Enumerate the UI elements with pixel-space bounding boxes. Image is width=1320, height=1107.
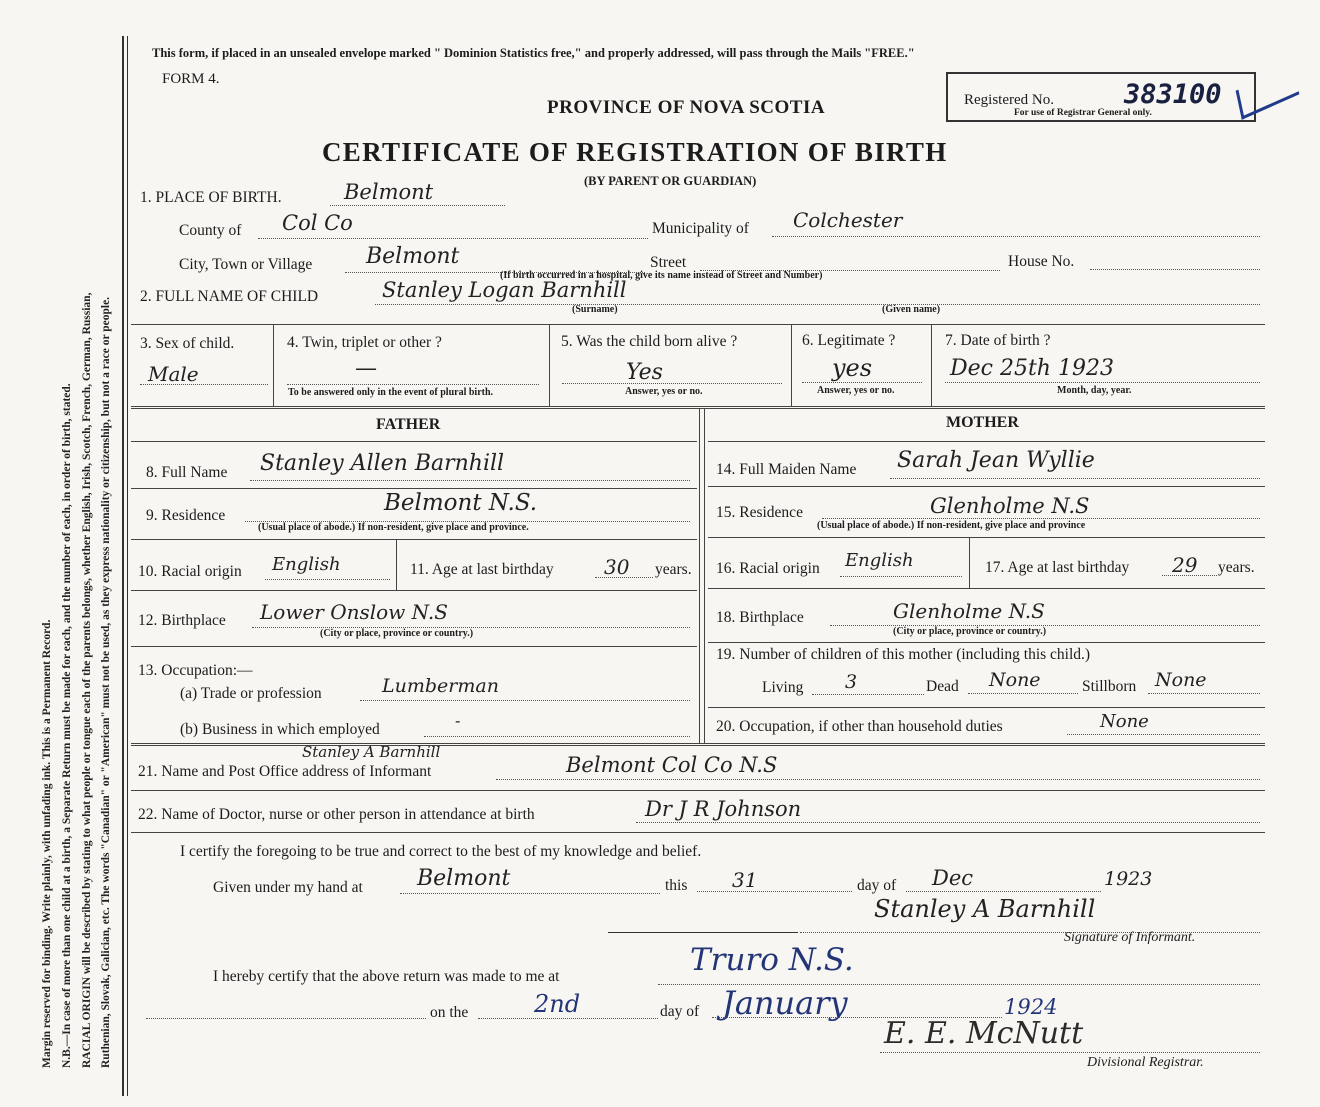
year-value: 1923 xyxy=(1104,868,1153,890)
mother-dead-line xyxy=(968,693,1078,694)
municipality-line xyxy=(772,236,1260,237)
informant-signature: Stanley A Barnhill xyxy=(874,895,1096,923)
sex-line xyxy=(140,384,268,385)
province-heading: PROVINCE OF NOVA SCOTIA xyxy=(547,97,826,118)
mother-dead-label: Dead xyxy=(926,678,959,695)
registered-box xyxy=(946,72,1256,122)
mother-children-label: 19. Number of children of this mother (including this child.) xyxy=(716,646,1091,663)
signature-label: Signature of Informant. xyxy=(1064,930,1196,945)
mother-living-line xyxy=(812,694,924,695)
father-business-label: (b) Business in which employed xyxy=(180,721,380,738)
rule xyxy=(931,324,932,406)
mother-occupation-line xyxy=(1067,734,1260,735)
twin-value: — xyxy=(355,356,377,381)
child-name-value: Stanley Logan Barnhill xyxy=(382,278,627,302)
house-label: House No. xyxy=(1008,253,1075,270)
father-trade-value: Lumberman xyxy=(382,675,499,697)
twin-label: 4. Twin, triplet or other ? xyxy=(287,334,442,351)
rule xyxy=(699,408,700,743)
rule xyxy=(708,588,1265,589)
rule xyxy=(549,324,550,406)
postal-notice: This form, if placed in an unsealed envelope marked " Dominion Statistics free," and properly addressed, will pass through the Mails "FREE." xyxy=(152,46,915,60)
mother-racial-label: 16. Racial origin xyxy=(716,560,820,577)
father-business-value: - xyxy=(455,711,461,730)
rule xyxy=(131,488,697,489)
rule xyxy=(708,707,1265,708)
mother-age-label: 17. Age at last birthday xyxy=(985,559,1130,576)
reg-month-value: January xyxy=(722,984,848,1022)
city-label: City, Town or Village xyxy=(179,256,313,273)
mother-birthplace-note: (City or place, province or country.) xyxy=(893,626,1047,637)
father-name-line xyxy=(250,480,690,481)
on-the-left-line xyxy=(146,1018,426,1019)
rule xyxy=(131,324,1265,325)
informant-name-value: Stanley A Barnhill xyxy=(302,743,441,761)
legit-label: 6. Legitimate ? xyxy=(802,332,896,349)
margin-note-nb: N.B.—In case of more than one child at a birth, a Separate Return must be made for each, and the number of each, in order of birth, stated. xyxy=(61,383,73,1068)
doctor-line xyxy=(636,822,1260,823)
county-label: County of xyxy=(179,222,242,239)
place-of-birth-label: 1. PLACE OF BIRTH. xyxy=(140,189,282,206)
father-name-label: 8. Full Name xyxy=(146,464,228,481)
alive-value: Yes xyxy=(626,360,663,385)
mother-birthplace-label: 18. Birthplace xyxy=(716,609,804,626)
father-age-value: 30 xyxy=(604,555,630,579)
certificate-title: CERTIFICATE OF REGISTRATION OF BIRTH xyxy=(322,137,948,167)
place-of-birth-value: Belmont xyxy=(344,180,434,204)
father-occupation-label: 13. Occupation:— xyxy=(138,662,253,679)
mother-name-value: Sarah Jean Wyllie xyxy=(897,448,1095,473)
rule xyxy=(969,537,970,588)
father-name-value: Stanley Allen Barnhill xyxy=(260,451,505,476)
father-birthplace-label: 12. Birthplace xyxy=(138,612,226,629)
given-note: (Given name) xyxy=(882,304,941,315)
margin-rule xyxy=(127,36,128,1096)
rule xyxy=(131,408,1265,409)
mother-age-line xyxy=(1162,575,1217,576)
rule xyxy=(273,324,274,406)
mother-racial-line xyxy=(840,576,962,577)
father-business-line xyxy=(424,736,690,737)
month-line xyxy=(906,891,1101,892)
mother-stillborn-label: Stillborn xyxy=(1082,678,1137,695)
rule xyxy=(791,324,792,406)
municipality-label: Municipality of xyxy=(652,220,749,237)
county-value: Col Co xyxy=(282,211,353,235)
father-heading: FATHER xyxy=(376,416,441,433)
rule xyxy=(396,539,397,590)
alive-line xyxy=(562,383,782,384)
father-residence-value: Belmont N.S. xyxy=(384,490,538,516)
legit-note: Answer, yes or no. xyxy=(817,385,895,396)
reg-day-of-label: day of xyxy=(660,1003,700,1020)
rule xyxy=(131,646,697,647)
dob-note: Month, day, year. xyxy=(1057,385,1132,396)
certify-statement: I certify the foregoing to be true and correct to the best of my knowledge and belief. xyxy=(180,843,702,860)
month-value: Dec xyxy=(932,866,974,890)
margin-rule xyxy=(122,36,124,1096)
margin-note-binding: Margin reserved for binding. Write plainly, with unfading ink. This is a Permanent Record. xyxy=(41,619,53,1068)
place-line xyxy=(330,205,505,206)
father-racial-value: English xyxy=(272,554,341,575)
rule xyxy=(704,408,705,743)
father-trade-line xyxy=(360,700,690,701)
reg-day-value: 2nd xyxy=(534,990,581,1018)
child-name-label: 2. FULL NAME OF CHILD xyxy=(140,288,319,305)
dob-value: Dec 25th 1923 xyxy=(950,356,1114,381)
reg-year-value: 1924 xyxy=(1004,995,1058,1019)
father-residence-label: 9. Residence xyxy=(146,507,226,524)
mother-residence-label: 15. Residence xyxy=(716,504,803,521)
alive-label: 5. Was the child born alive ? xyxy=(561,333,738,350)
legit-line xyxy=(802,382,922,383)
mother-living-value: 3 xyxy=(845,671,858,693)
day-line xyxy=(697,891,852,892)
registrar-signature-line xyxy=(880,1052,1260,1053)
father-racial-line xyxy=(265,579,390,580)
rule xyxy=(708,441,1265,442)
father-age-line xyxy=(595,577,653,578)
rule xyxy=(131,539,697,540)
father-age-years: years. xyxy=(655,561,692,578)
registrar-place: Truro N.S. xyxy=(690,942,854,978)
legit-value: yes xyxy=(832,354,873,382)
rule xyxy=(708,642,1265,643)
mother-name-line xyxy=(890,478,1260,479)
father-residence-note: (Usual place of abode.) If non-resident, give place and province. xyxy=(258,522,529,533)
registrar-label: Divisional Registrar. xyxy=(1087,1055,1204,1070)
mother-name-label: 14. Full Maiden Name xyxy=(716,461,857,478)
city-value: Belmont xyxy=(366,244,460,269)
rule xyxy=(131,790,1265,791)
father-racial-label: 10. Racial origin xyxy=(138,563,242,580)
mother-racial-value: English xyxy=(845,550,914,571)
rule xyxy=(708,486,1265,487)
margin-note-racial-1: RACIAL ORIGIN will be described by stating to what people or tongue each of the parents belongs, whether English, Irish, Scotch, French, German, Russian, xyxy=(81,292,93,1068)
mother-stillborn-line xyxy=(1148,693,1260,694)
mother-residence-value: Glenholme N.S xyxy=(930,494,1090,518)
mother-residence-note: (Usual place of abode.) If non-resident, give place and province xyxy=(817,520,1086,531)
rule xyxy=(708,537,1265,538)
father-age-label: 11. Age at last birthday xyxy=(410,561,554,578)
informant-label: 21. Name and Post Office address of Informant xyxy=(138,763,432,780)
alive-note: Answer, yes or no. xyxy=(625,386,703,397)
reg-day-line xyxy=(478,1018,658,1019)
rule xyxy=(131,406,1265,407)
informant-line xyxy=(496,779,1260,780)
day-of-label: day of xyxy=(857,877,897,894)
mother-dead-value: None xyxy=(989,669,1041,691)
informant-address-value: Belmont Col Co N.S xyxy=(566,753,778,777)
certificate-subtitle: (BY PARENT OR GUARDIAN) xyxy=(584,174,757,188)
mother-birthplace-value: Glenholme N.S xyxy=(893,599,1045,623)
child-name-line xyxy=(375,304,1260,305)
doctor-value: Dr J R Johnson xyxy=(645,797,802,821)
father-birthplace-value: Lower Onslow N.S xyxy=(260,600,448,624)
mother-heading: MOTHER xyxy=(946,414,1019,431)
given-label: Given under my hand at xyxy=(213,879,363,896)
house-line xyxy=(1090,269,1260,270)
registered-label: Registered No. xyxy=(964,92,1054,108)
mother-living-label: Living xyxy=(762,679,804,696)
day-value: 31 xyxy=(732,868,758,892)
registrar-note: For use of Registrar General only. xyxy=(1014,108,1152,118)
informant-signature-line-left xyxy=(608,932,798,933)
on-the-label: on the xyxy=(430,1004,469,1021)
sex-label: 3. Sex of child. xyxy=(140,335,235,352)
mother-occupation-label: 20. Occupation, if other than household duties xyxy=(716,718,1003,735)
this-label: this xyxy=(665,877,688,894)
given-place-value: Belmont xyxy=(417,866,511,891)
twin-note: To be answered only in the event of plural birth. xyxy=(288,387,494,398)
registered-value: 383100 xyxy=(1124,79,1222,110)
mother-occupation-value: None xyxy=(1100,711,1149,732)
mother-age-years: years. xyxy=(1218,559,1255,576)
margin-note-racial-2: Ruthenian, Slovak, Galician, etc. The words "Canadian" or "American" must not be used, as they express nationality or citizenship, but not a race or people. xyxy=(100,296,112,1068)
father-birthplace-note: (City or place, province or country.) xyxy=(320,628,474,639)
dob-label: 7. Date of birth ? xyxy=(945,332,1051,349)
rule xyxy=(131,590,697,591)
sex-value: Male xyxy=(148,362,199,386)
father-trade-label: (a) Trade or profession xyxy=(180,685,322,702)
registrar-signature: E. E. McNutt xyxy=(884,1016,1084,1051)
surname-note: (Surname) xyxy=(572,304,618,315)
street-label: Street xyxy=(650,254,687,271)
rule xyxy=(131,832,1265,833)
dob-line xyxy=(945,382,1260,383)
mother-age-value: 29 xyxy=(1172,553,1198,577)
county-line xyxy=(258,238,648,239)
rule xyxy=(131,441,697,442)
doctor-label: 22. Name of Doctor, nurse or other person in attendance at birth xyxy=(138,806,535,823)
municipality-value: Colchester xyxy=(793,208,903,232)
registrar-statement: I hereby certify that the above return was made to me at xyxy=(213,968,560,985)
twin-line xyxy=(287,384,539,385)
mother-residence-line xyxy=(822,518,1260,519)
given-place-line xyxy=(400,893,660,894)
mother-stillborn-value: None xyxy=(1155,669,1207,691)
form-number: FORM 4. xyxy=(162,71,220,87)
hospital-note: (If birth occurred in a hospital, give its name instead of Street and Number) xyxy=(500,270,823,281)
